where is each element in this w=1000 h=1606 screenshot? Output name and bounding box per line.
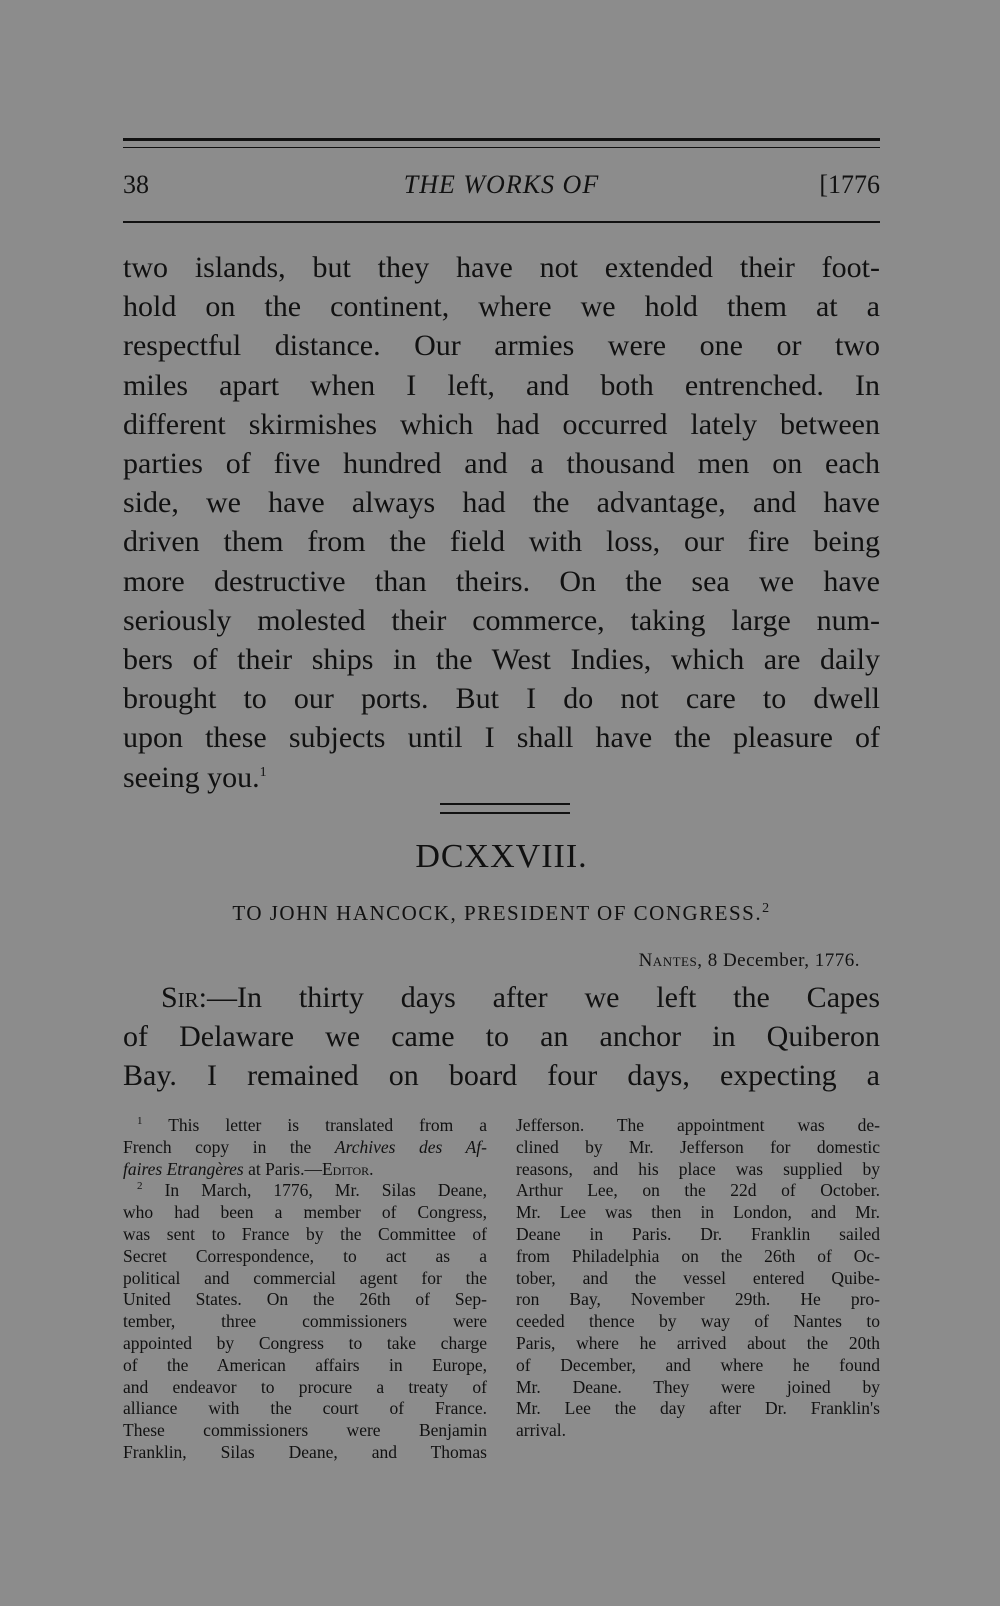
top-rule-thin	[123, 147, 880, 148]
footnote-text: In March, 1776, Mr. Silas Deane,	[164, 1180, 488, 1201]
body-line: parties of five hundred and a thousand men on each	[123, 447, 880, 481]
footnote-line: Jefferson. The appointment was de-	[516, 1115, 880, 1135]
letter-body	[123, 978, 880, 1096]
running-year: [1776	[819, 170, 880, 199]
footnote-italic: faires Etrangères	[123, 1158, 244, 1179]
footnote-line: political and commercial agent for the	[123, 1267, 487, 1288]
footnote-mark: 1	[137, 1115, 143, 1128]
letter-line	[123, 978, 880, 1017]
body-line: hold on the continent, where we hold them at a	[123, 290, 880, 324]
body-line: miles apart when I left, and both entrenched. In	[123, 368, 880, 402]
footnote-line: tember, three commissioners were	[123, 1311, 487, 1332]
footnote-line: Paris, where he arrived about the 20th	[516, 1332, 880, 1353]
body-line: more destructive than theirs. On the sea we have	[123, 564, 880, 598]
footnote-line: Franklin, Silas Deane, and Thomas	[123, 1441, 487, 1462]
footnotes-right-column	[516, 1115, 880, 1442]
footnote-line: arrival.	[516, 1420, 567, 1441]
footnote-line: of December, and where he found	[516, 1354, 880, 1375]
section-divider	[440, 803, 570, 805]
body-line: two islands, but they have not extended their foot-	[123, 251, 880, 284]
body-line: brought to our ports. But I do not care to dwell	[123, 682, 880, 716]
footnote-line: reasons, and his place was supplied by	[516, 1158, 880, 1179]
body-text	[123, 248, 880, 797]
section-divider	[440, 812, 570, 814]
footnote-line	[123, 1115, 487, 1137]
footnote-line: clined by Mr. Jefferson for domestic	[516, 1136, 880, 1157]
footnote-line: Mr. Lee the day after Dr. Franklin's	[516, 1398, 880, 1419]
body-line: seriously molested their commerce, taking large num-	[123, 603, 880, 637]
body-line-last	[123, 758, 880, 797]
dateline-date: 8 December, 1776.	[707, 950, 860, 971]
dateline-place: Nantes,	[638, 950, 703, 971]
footnote-line: Mr. Lee was then in London, and Mr.	[516, 1202, 880, 1223]
body-line-text: seeing you.	[123, 760, 260, 794]
footnote-mark: 2	[137, 1180, 143, 1193]
body-line: upon these subjects until I shall have the pleasure of	[123, 721, 880, 755]
page-number: 38	[123, 170, 149, 199]
body-line: bers of their ships in the West Indies, which are daily	[123, 643, 880, 677]
letter-number: DCXXVIII.	[415, 838, 588, 875]
footnote-line: of the American affairs in Europe,	[123, 1354, 487, 1375]
footnote-line: ron Bay, November 29th. He pro-	[516, 1289, 880, 1310]
footnote-line: Arthur Lee, on the 22d of October.	[516, 1180, 880, 1201]
footnote-marker: 1	[259, 764, 267, 780]
footnote-line	[123, 1159, 487, 1181]
footnotes	[123, 1115, 880, 1462]
footnote-line: United States. On the 26th of Sep-	[123, 1289, 487, 1310]
running-head	[123, 170, 880, 206]
header-rule	[123, 221, 880, 223]
body-line: side, we have always had the advantage, and have	[123, 486, 880, 520]
dateline	[639, 950, 860, 972]
footnote-editor: Editor.	[321, 1158, 374, 1179]
footnote-text: This letter is translated from a	[168, 1115, 487, 1135]
letter-heading-text: TO JOHN HANCOCK, PRESIDENT OF CONGRESS.	[232, 901, 763, 925]
footnote-line: alliance with the court of France.	[123, 1398, 487, 1419]
footnote-line	[123, 1137, 487, 1159]
body-line: different skirmishes which had occurred lately between	[123, 407, 880, 441]
footnote-line: who had been a member of Congress,	[123, 1202, 487, 1223]
footnote-line: tober, and the vessel entered Quibe-	[516, 1267, 880, 1288]
footnote-marker: 2	[762, 901, 771, 916]
footnote-line: from Philadelphia on the 26th of Oc-	[516, 1245, 880, 1266]
body-line: respectful distance. Our armies were one or two	[123, 329, 880, 363]
footnote-text: at Paris.—	[243, 1158, 322, 1179]
footnotes-left-column	[123, 1115, 487, 1464]
footnote-line	[123, 1180, 487, 1202]
letter-line-text: —In thirty days after we left the Capes	[207, 981, 880, 1014]
footnote-line: These commissioners were Benjamin	[123, 1420, 487, 1441]
footnote-italic: Archives des Af-	[334, 1136, 487, 1157]
letter-heading	[123, 901, 880, 926]
footnote-line: was sent to France by the Committee of	[123, 1223, 487, 1244]
salutation: Sir:	[161, 981, 208, 1014]
top-rule	[123, 138, 880, 141]
footnote-line: Deane in Paris. Dr. Franklin sailed	[516, 1223, 880, 1244]
running-title: THE WORKS OF	[403, 170, 600, 199]
body-line: driven them from the field with loss, our fire being	[123, 525, 880, 559]
letter-line: of Delaware we came to an anchor in Quiberon	[123, 1020, 880, 1054]
footnote-line: Mr. Deane. They were joined by	[516, 1376, 880, 1397]
letter-line: Bay. I remained on board four days, expecting a	[123, 1059, 880, 1093]
footnote-text: French copy in the	[123, 1136, 335, 1157]
footnote-line: Secret Correspondence, to act as a	[123, 1245, 487, 1266]
footnote-line: and endeavor to procure a treaty of	[123, 1376, 487, 1397]
footnote-line: ceeded thence by way of Nantes to	[516, 1311, 880, 1332]
footnote-line: appointed by Congress to take charge	[123, 1332, 487, 1353]
